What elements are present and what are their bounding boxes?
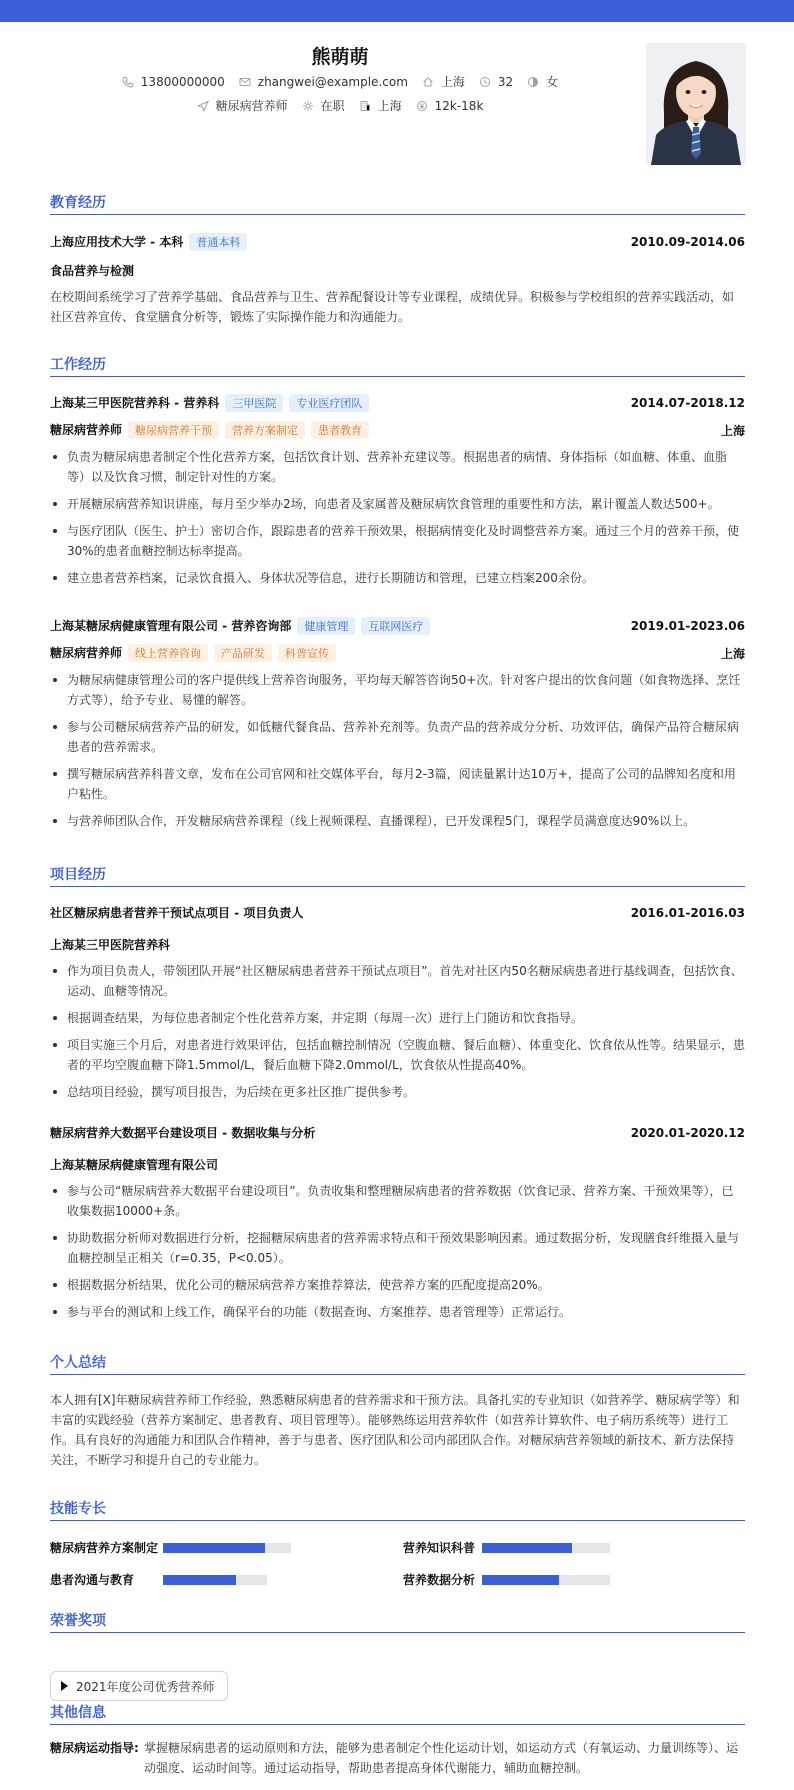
salary-icon — [416, 100, 428, 112]
list-item: 撰写糖尿病营养科普文章，发布在公司官网和社交媒体平台，每月2-3篇，阅读量累计达10万+，提高了公司的品牌知名度和用户粘性。 — [50, 764, 745, 804]
school-name: 上海应用技术大学 - 本科 — [50, 235, 184, 249]
summary-text: 本人拥有[X]年糖尿病营养师工作经验，熟悉糖尿病患者的营养需求和干预方法。具备扎实的专业知识（如营养学、糖尿病学等）和丰富的实践经验（营养方案制定、患者教育、项目管理等）。能够熟练运用营养软件（如营养计算软件、电子病历系统等）进行工作。具有良好的沟通能力和团队合作精神，善于与患者、医疗团队和公司内部团队合作。对糖尿病营养领域的新技术、新方法保持关注，不断学习和提升自己的专业能力。 — [50, 1393, 740, 1467]
job-2-company-tag-2: 互联网医疗 — [361, 617, 430, 635]
education-entry-header — [50, 233, 745, 251]
skill-item — [403, 1539, 610, 1556]
list-item: 建立患者营养档案，记录饮食摄入、身体状况等信息，进行长期随访和管理，已建立档案200余份。 — [50, 568, 745, 588]
gender-text: 女 — [546, 75, 559, 89]
mail-icon — [239, 76, 251, 88]
send-icon — [197, 100, 209, 112]
contact-row — [50, 73, 630, 90]
job-2-position-tag-3: 科普宣传 — [278, 644, 336, 662]
education-description: 在校期间系统学习了营养学基础、食品营养与卫生、营养配餐设计等专业课程，成绩优异。积极参与学校组织的营养实践活动，如社区营养宣传、食堂膳食分析等，锻炼了实际操作能力和沟通能力。 — [50, 290, 735, 324]
list-item: 为糖尿病健康管理公司的客户提供线上营养咨询服务，平均每天解答咨询50+次。针对客户提出的饮食问题（如食物选择、烹饪方式等），给予专业、易懂的解答。 — [50, 670, 745, 710]
list-item: 协助数据分析师对数据进行分析，挖掘糖尿病患者的营养需求特点和干预效果影响因素。通过数据分析，发现膳食纤维摄入量与血糖控制呈正相关（r=0.35，P<0.05）。 — [50, 1228, 745, 1268]
project-1-bullets — [50, 961, 745, 1109]
target-city-text: 上海 — [377, 99, 402, 113]
list-item: 项目实施三个月后，对患者进行效果评估，包括血糖控制情况（空腹血糖、餐后血糖）、体重变化、饮食依从性等。结果显示，患者的平均空腹血糖下降1.5mmol/L，餐后血糖下降2.0mmol/L，饮食依从性提高40%。 — [50, 1035, 745, 1075]
project-1-title: 社区糖尿病患者营养干预试点项目 - 项目负责人 — [50, 906, 304, 920]
phone-text: 13800000000 — [140, 74, 225, 89]
target-job-text: 糖尿病营养师 — [215, 99, 288, 113]
education-section — [50, 192, 745, 324]
other-label: 糖尿病运动指导: — [50, 1741, 139, 1755]
city-text: 上海 — [440, 75, 465, 89]
list-item: 参与公司“糖尿病营养大数据平台建设项目”。负责收集和整理糖尿病患者的营养数据（饮食记录、营养方案、干预效果等），已收集数据10000+条。 — [50, 1181, 745, 1221]
section-title-honors: 荣誉奖项 — [50, 1610, 745, 1633]
age-icon — [479, 76, 491, 88]
skill-bar-fill — [163, 1543, 265, 1553]
job-1-position-row — [50, 421, 745, 439]
list-item: 负责为糖尿病患者制定个性化营养方案，包括饮食计划、营养补充建议等。根据患者的病情、身体指标（如血糖、体重、血脂等）以及饮食习惯，制定针对性的方案。 — [50, 447, 745, 487]
honor-text: 2021年度公司优秀营养师 — [76, 1679, 215, 1694]
job-1-location: 上海 — [720, 423, 745, 438]
skill-bar-fill — [163, 1575, 236, 1585]
list-item: 与营养师团队合作，开发糖尿病营养课程（线上视频课程、直播课程），已开发课程5门，课程学员满意度达90%以上。 — [50, 811, 745, 831]
job-1-bullets — [50, 447, 745, 595]
job-2-location: 上海 — [720, 646, 745, 661]
skill-label: 营养知识科普 — [403, 1541, 476, 1555]
job-1-position-tag-2: 营养方案制定 — [225, 421, 305, 439]
project-2-header — [50, 1124, 745, 1141]
education-tag: 普通本科 — [189, 233, 247, 251]
job-2-company-tag-1: 健康管理 — [297, 617, 355, 635]
work-section — [50, 354, 745, 828]
section-title-summary: 个人总结 — [50, 1352, 745, 1375]
project-1-header — [50, 904, 745, 921]
list-item: 根据数据分析结果，优化公司的糖尿病营养方案推荐算法，使营养方案的匹配度提高20%。 — [50, 1275, 745, 1295]
profile-photo — [646, 43, 746, 165]
other-section — [50, 1702, 745, 1775]
home-icon — [422, 76, 434, 88]
job-2-company: 上海某糖尿病健康管理有限公司 - 营养咨询部 — [50, 619, 292, 633]
honor-item[interactable] — [50, 1671, 228, 1701]
skill-bar — [163, 1543, 291, 1553]
skill-bar — [163, 1575, 267, 1585]
job-2-header — [50, 617, 745, 635]
job-1-position: 糖尿病营养师 — [50, 423, 123, 437]
building-icon — [359, 100, 371, 112]
list-item: 根据调查结果，为每位患者制定个性化营养方案，并定期（每周一次）进行上门随访和饮食指导。 — [50, 1008, 745, 1028]
list-item: 总结项目经验，撰写项目报告，为后续在更多社区推广提供参考。 — [50, 1082, 745, 1102]
skill-item — [50, 1539, 291, 1556]
job-2-position-tag-1: 线上营养咨询 — [128, 644, 208, 662]
list-item: 参与公司糖尿病营养产品的研发，如低糖代餐食品、营养补充剂等。负责产品的营养成分分析、功效评估，确保产品符合糖尿病患者的营养需求。 — [50, 717, 745, 757]
job-2-position: 糖尿病营养师 — [50, 646, 123, 660]
phone-icon — [122, 76, 134, 88]
skill-bar-fill — [482, 1575, 559, 1585]
skill-bar — [482, 1575, 610, 1585]
job-intent-row — [50, 97, 630, 114]
job-2-position-tag-2: 产品研发 — [214, 644, 272, 662]
status-text: 在职 — [320, 99, 345, 113]
other-text: 掌握糖尿病患者的运动原则和方法，能够为患者制定个性化运动计划，如运动方式（有氧运动、力量训练等）、运动强度、运动时间等。通过运动指导，帮助患者提高身体代谢能力，辅助血糖控制。 — [144, 1741, 739, 1775]
job-1-header — [50, 394, 745, 412]
age-text: 32 — [497, 74, 514, 89]
skills-section — [50, 1498, 745, 1587]
job-1-date: 2014.07-2018.12 — [630, 396, 745, 410]
project-2-org: 上海某糖尿病健康管理有限公司 — [50, 1158, 219, 1172]
resume-header — [0, 22, 794, 172]
email-text: zhangwei@example.com — [257, 74, 408, 89]
job-1-company-tag-1: 三甲医院 — [225, 394, 283, 412]
skill-item — [403, 1571, 610, 1588]
salary-text: 12k-18k — [434, 98, 484, 113]
gender-icon — [527, 76, 539, 88]
project-1-org: 上海某三甲医院营养科 — [50, 938, 171, 952]
education-date: 2010.09-2014.06 — [630, 235, 745, 249]
job-2-position-row — [50, 644, 745, 662]
skill-label: 糖尿病营养方案制定 — [50, 1541, 159, 1555]
section-title-skills: 技能专长 — [50, 1498, 745, 1521]
section-title-education: 教育经历 — [50, 192, 745, 215]
list-item: 与医疗团队（医生、护士）密切合作，跟踪患者的营养干预效果，根据病情变化及时调整营养方案。通过三个月的营养干预，使30%的患者血糖控制达标率提高。 — [50, 521, 745, 561]
list-item: 参与平台的测试和上线工作，确保平台的功能（数据查询、方案推荐、患者管理等）正常运行。 — [50, 1302, 745, 1322]
project-2-date: 2020.01-2020.12 — [630, 1125, 745, 1140]
skill-label: 营养数据分析 — [403, 1573, 476, 1587]
triangle-right-icon — [61, 1681, 68, 1691]
job-1-company: 上海某三甲医院营养科 - 营养科 — [50, 396, 220, 410]
section-title-work: 工作经历 — [50, 354, 745, 377]
projects-section — [50, 864, 746, 1319]
job-2-date: 2019.01-2023.06 — [630, 619, 745, 633]
section-title-projects: 项目经历 — [50, 864, 745, 887]
list-item: 作为项目负责人，带领团队开展“社区糖尿病患者营养干预试点项目”。首先对社区内50名糖尿病患者进行基线调查，包括饮食、运动、血糖等情况。 — [50, 961, 745, 1001]
project-2-title: 糖尿病营养大数据平台建设项目 - 数据收集与分析 — [50, 1126, 316, 1140]
job-1-position-tag-1: 糖尿病营养干预 — [128, 421, 219, 439]
skill-item — [50, 1571, 267, 1588]
summary-section — [50, 1352, 745, 1467]
list-item: 开展糖尿病营养知识讲座，每月至少举办2场，向患者及家属普及糖尿病饮食管理的重要性和方法，累计覆盖人数达500+。 — [50, 494, 745, 514]
project-1-date: 2016.01-2016.03 — [630, 905, 745, 920]
job-1-company-tag-2: 专业医疗团队 — [289, 394, 369, 412]
major-name: 食品营养与检测 — [50, 264, 135, 278]
project-2-bullets — [50, 1181, 745, 1329]
skill-bar-fill — [482, 1543, 572, 1553]
skill-bar — [482, 1543, 610, 1553]
honors-section — [50, 1610, 745, 1694]
candidate-name: 熊萌萌 — [311, 46, 369, 68]
top-accent-bar — [0, 0, 794, 22]
job-1-position-tag-3: 患者教育 — [311, 421, 369, 439]
job-2-bullets — [50, 670, 745, 838]
section-title-other: 其他信息 — [50, 1702, 745, 1725]
status-icon — [302, 100, 314, 112]
skill-label: 患者沟通与教育 — [50, 1573, 135, 1587]
other-item — [50, 1738, 745, 1778]
